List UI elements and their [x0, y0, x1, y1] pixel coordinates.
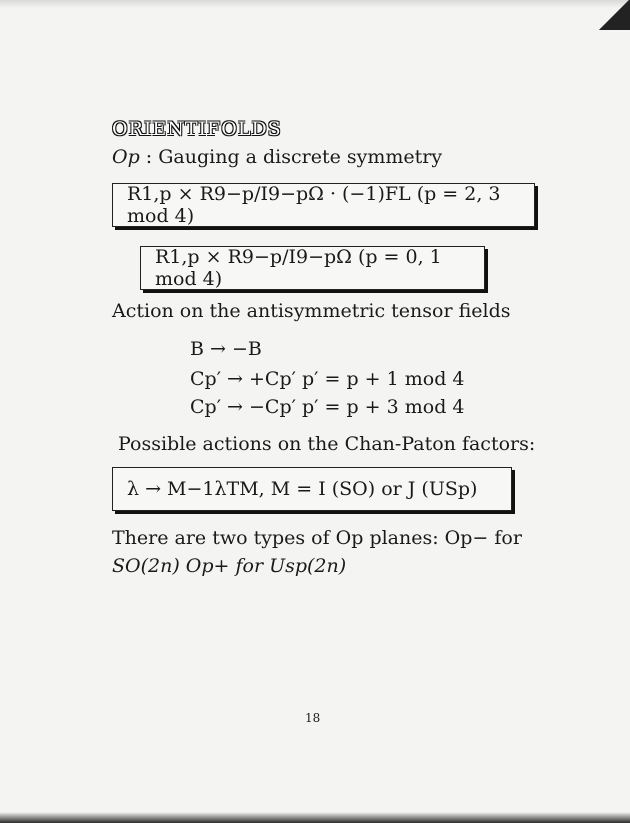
- types-line-2: SO(2n) Op+ for Usp(2n): [112, 555, 347, 577]
- equation-c-plus: Cp′ → +Cp′ p′ = p + 1 mod 4: [190, 368, 465, 390]
- formula-box-1-text: R1,p × R9−p/I9−pΩ · (−1)FL (p = 2, 3 mod 4): [127, 183, 501, 227]
- action-heading: Action on the antisymmetric tensor fields: [112, 300, 511, 322]
- subtitle-op: Op: [112, 146, 140, 168]
- page-number: 18: [305, 711, 321, 725]
- page-title: ORIENTIFOLDS: [112, 118, 282, 140]
- equation-b: B → −B: [190, 338, 262, 360]
- types-line-1: There are two types of Op planes: Op− for: [112, 527, 522, 549]
- equation-c-minus: Cp′ → −Cp′ p′ = p + 3 mod 4: [190, 396, 465, 418]
- formula-box-1: [112, 183, 535, 227]
- scan-corner-shadow: [590, 0, 630, 30]
- formula-box-2: [140, 246, 485, 290]
- formula-box-3-text: λ → M−1λTM, M = I (SO) or J (USp): [127, 478, 478, 500]
- scan-edge-top: [0, 0, 630, 8]
- chan-paton-heading: Possible actions on the Chan-Paton factors:: [118, 433, 536, 455]
- scan-edge-bottom: [0, 812, 630, 823]
- subtitle: [112, 146, 442, 168]
- formula-box-3: [112, 467, 512, 511]
- formula-box-2-text: R1,p × R9−p/I9−pΩ (p = 0, 1 mod 4): [155, 246, 442, 290]
- subtitle-rest: : Gauging a discrete symmetry: [139, 146, 443, 168]
